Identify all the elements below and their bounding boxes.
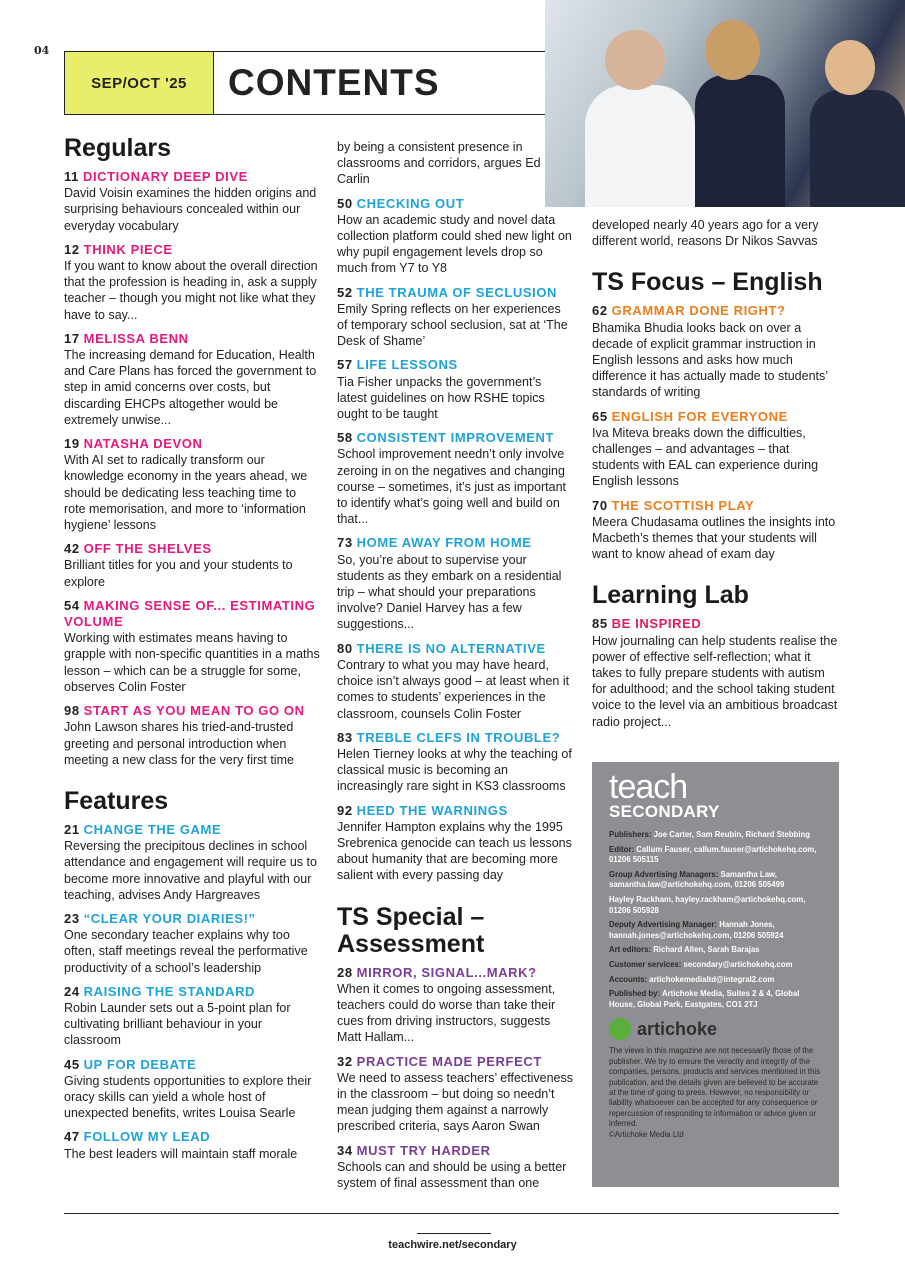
contents-entry[interactable] [337,1054,573,1135]
contents-entry[interactable] [337,803,573,884]
entry-title: MIRROR, SIGNAL...MARK? [356,964,537,980]
contents-entry[interactable] [64,242,320,323]
page-ref: 47 [64,1129,80,1145]
credit-line [609,989,822,1010]
disclaimer: The views in this magazine are not necessarily those of the publisher. We try to ensure the veracity and integrity of the companies, persons, products and services mentioned in this publication, and the details given are believed to be accurate at the time of going to press. However, no responsibility or liability whatsoever can be accepted for any consequence or repercussion of responding to information or advice given or inferred. [609,1046,821,1129]
entry-description: Schools can and should be using a better system of final assessment than one [337,1159,567,1190]
entry-title: FOLLOW MY LEAD [83,1129,211,1145]
page-ref: 83 [337,729,353,745]
entry-description: Giving students opportunities to explore their oracy skills can yield a whole host of unexpected benefits, writes Louisa Searle [64,1073,312,1121]
contents-entry[interactable] [64,598,320,695]
footer-url[interactable]: teachwire.net/secondary [388,1239,517,1251]
entry-heading [64,703,320,719]
contents-header [64,51,624,115]
entry-heading [592,303,838,319]
page-ref: 42 [64,541,80,557]
contents-entry[interactable] [64,822,320,903]
entry-description: How journaling can help students realise the power of effective self-reflection; what it takes to fully prepare students with autism for adulthood; and the school taking student voice to the level via an ambitious broadcast radio project... [592,633,838,729]
entry-heading [64,1057,320,1073]
page-ref: 98 [64,703,80,719]
credit-line [609,895,822,916]
entry-title: OFF THE SHELVES [83,541,212,557]
credit-value: artichokemedialtd@integral2.com [649,974,775,984]
credit-value: Joe Carter, Sam Reubin, Richard Stebbing [653,830,811,839]
column-1 [64,135,320,1170]
entry-description: Jennifer Hampton explains why the 1995 Srebrenica genocide can teach us lessons about humanity that are becoming more salient with every passing day [337,819,572,883]
entry-title: LIFE LESSONS [356,357,458,373]
contents-entry[interactable] [337,1143,573,1192]
contents-entry[interactable] [337,965,573,1046]
entry-title: ENGLISH FOR EVERYONE [611,408,788,424]
entry-heading [64,436,320,452]
credit-value: secondary@artichokehq.com [683,959,793,969]
credit-line [609,920,822,941]
contents-entry[interactable] [64,1057,320,1122]
contents-entry[interactable] [64,541,320,590]
contents-entry[interactable] [337,430,573,527]
entry-heading [64,1129,320,1145]
page-ref: 58 [337,430,353,446]
entry-heading [337,641,573,657]
credit-line [609,960,822,971]
entry-description: How an academic study and novel data collection platform could shed new light on why pupil engagement levels drop so much from Y7 to Y8 [337,212,572,276]
entry-title: THE SCOTTISH PLAY [611,497,755,513]
entry-title: PRACTICE MADE PERFECT [356,1053,542,1069]
entry-heading [592,616,838,632]
credit-label: Art editors: [609,945,652,955]
contents-entry[interactable] [592,616,838,729]
contents-entry[interactable] [337,535,573,632]
entry-description: Reversing the precipitous declines in school attendance and engagement will require us to become more innovative and playful with our teaching, advises Andy Hargreaves [64,839,317,902]
secondary-logo: SECONDARY [609,802,720,821]
credit-value: Hayley Rackham, hayley.rackham@artichokehq.com, 01206 505928 [609,894,806,915]
entry-title: MAKING SENSE OF... ESTIMATING VOLUME [64,597,316,630]
credit-label: Customer services: [609,959,682,969]
entry-description: Contrary to what you may have heard, choice isn’t always good – at least when it comes to students’ experiences in the classroom, counsels Colin Foster [337,657,570,721]
entry-description: If you want to know about the overall direction that the profession is heading in, ask a supply teacher – though you might not like what they have to say... [64,259,318,322]
entry-title: THERE IS NO ALTERNATIVE [356,640,546,656]
artichoke-logo: artichoke [609,1018,822,1040]
contents-entry[interactable] [64,984,320,1049]
credit-value: Artichoke Media, Suites 2 & 4, Global House, Global Park, Eastgates, CO1 2TJ [609,989,800,1009]
page-ref: 19 [64,436,80,452]
entry-description: Brilliant titles for you and your students to explore [64,558,293,589]
page-ref: 32 [337,1053,353,1069]
entry-title: CONSISTENT IMPROVEMENT [356,430,555,446]
article-description-continued: developed nearly 40 years ago for a very different world, reasons Dr Nikos Savvas [592,218,819,249]
copyright: ©Artichoke Media Ltd [609,1129,684,1139]
contents-entry[interactable] [592,303,838,400]
credit-line [609,870,822,891]
entry-heading [337,196,573,212]
entry-heading [592,498,838,514]
entry-heading [592,409,838,425]
entry-description: When it comes to ongoing assessment, teachers could do worse than take their cues from driving instructors, suggests Matt Hallam... [337,981,556,1045]
page-ref: 34 [337,1142,353,1158]
entry-description: The increasing demand for Education, Health and Care Plans has forced the government to step in amid concerns over costs, but discarding EHCPs altogether would be extremely unwise... [64,348,317,427]
credit-label: Accounts: [609,974,648,984]
entry-heading [337,1054,573,1070]
entry-title: CHECKING OUT [356,195,465,211]
page-ref: 23 [64,910,80,926]
section-heading: TS Special – Assessment [337,902,485,958]
credit-label: Deputy Advertising Manager: [609,920,718,930]
entry-description: Working with estimates means having to grapple with non-specific quantities in a maths lesson – which can be a struggle for some, observes Colin Foster [64,631,320,694]
page-ref: 65 [592,408,608,424]
page-ref: 57 [337,357,353,373]
entry-title: UP FOR DEBATE [83,1056,197,1072]
column-3 [592,217,838,738]
entry-heading [64,242,320,258]
credit-value: Samantha Law, samantha.law@artichokehq.com, 01206 505499 [609,869,785,890]
entry-title: THINK PIECE [83,241,173,257]
page-ref: 92 [337,802,353,818]
contents-entry[interactable] [64,1129,320,1161]
entry-description: Meera Chudasama outlines the insights into Macbeth’s themes that your students will want to know ahead of exam day [592,514,836,562]
page-ref: 85 [592,616,608,632]
footer-rule [64,1213,839,1214]
entry-description: Robin Launder sets out a 5-point plan for cultivating brilliant behaviour in your classroom [64,1000,291,1048]
contents-entry[interactable] [64,911,320,976]
cover-photo [545,0,905,207]
section-heading: Features [64,786,169,815]
entry-heading [337,430,573,446]
entry-description: Emily Spring reflects on her experiences of temporary school seclusion, sat at ‘The Desk of Shame’ [337,301,568,349]
credit-label: Published by: [609,989,661,999]
issue-date: SEP/OCT '25 [65,52,214,114]
entry-heading [337,965,573,981]
entry-title: START AS YOU MEAN TO GO ON [83,703,305,719]
credit-label: Group Advertising Managers: [609,869,719,879]
entry-title: CHANGE THE GAME [83,821,222,837]
article-description-continued: by being a consistent presence in classrooms and corridors, argues Ed Carlin [337,140,541,187]
page-ref: 12 [64,241,80,257]
entry-description: John Lawson shares his tried-and-trusted greeting and personal introduction when meeting a new class for the very first time [64,720,294,767]
section-heading: Regulars [64,134,171,162]
entry-heading [64,598,320,630]
page-ref: 52 [337,284,353,300]
teach-logo: teach [609,768,688,806]
credit-line [609,830,822,841]
entry-description: With AI set to radically transform our knowledge economy in the years ahead, we should be dedicating less teaching time to rote memorisation, and more to ‘information hygiene’ lessons [64,453,308,533]
entry-description: The best leaders will maintain staff morale [64,1146,298,1161]
entry-heading [337,730,573,746]
contents-entry[interactable] [64,169,320,234]
entry-title: MUST TRY HARDER [356,1142,491,1158]
contents-entry[interactable] [64,436,320,533]
entry-title: “CLEAR YOUR DIARIES!” [83,910,256,926]
entry-description: School improvement needn’t only involve zeroing in on the negatives and changing course – sometimes, it’s just as important to identify what’s going well and build on that... [337,447,567,527]
page-ref: 62 [592,303,608,319]
contents-entry[interactable] [592,498,838,563]
page-ref: 70 [592,497,608,513]
credit-value: Richard Allen, Sarah Barajas [653,945,760,955]
page-ref: 54 [64,597,80,613]
entry-description: Helen Tierney looks at why the teaching of classical music is becoming an increasingly rare sight in KS3 classrooms [337,746,572,794]
footer-tick [417,1233,491,1234]
page-ref: 80 [337,640,353,656]
entry-heading [64,169,320,185]
contents-entry[interactable] [337,641,573,722]
credit-label: Editor: [609,844,635,854]
entry-description: David Voisin examines the hidden origins and surprising behaviours concealed within our everyday vocabulary [64,186,317,233]
entry-heading [64,541,320,557]
credit-value: Hannah Jones, hannah.jones@artichokehq.com, 01206 505924 [609,920,784,940]
entry-heading [337,535,573,551]
page-title: CONTENTS [228,62,440,103]
page-ref: 24 [64,983,80,999]
entry-description: We need to assess teachers’ effectiveness in the classroom – but doing so needn’t mean judging them against a narrowly prescribed criteria, says Aaron Swan [337,1070,574,1134]
entry-title: MELISSA BENN [83,330,189,346]
entry-description: Bhamika Bhudia looks back on over a decade of explicit grammar instruction in English lessons and asks how much difference it has actually made to students’ standards of writing [592,320,828,400]
entry-title: HOME AWAY FROM HOME [356,535,532,551]
entry-description: One secondary teacher explains why too often, staff meetings reveal the performative productivity of a school’s leadership [64,928,308,975]
credit-value: Callum Fauser, callum.fauser@artichokehq.com, 01206 505115 [609,844,817,865]
page-ref: 11 [64,169,79,184]
credit-label: Publishers: [609,830,652,839]
entry-title: THE TRAUMA OF SECLUSION [356,284,558,300]
page-ref: 73 [337,535,353,551]
page-ref: 50 [337,195,353,211]
contents-entry[interactable] [64,703,320,768]
page-ref: 28 [337,964,353,980]
masthead-box [592,762,839,1187]
section-heading: TS Focus – English [592,268,823,297]
contents-entry[interactable] [337,285,573,350]
credit-line [609,945,822,956]
credit-line [609,975,822,986]
page-ref: 17 [64,330,80,346]
entry-title: TREBLE CLEFS IN TROUBLE? [356,729,561,745]
entry-heading [337,803,573,819]
entry-heading [337,285,573,301]
contents-entry[interactable] [337,196,573,277]
entry-title: DICTIONARY DEEP DIVE [82,169,248,184]
contents-entry[interactable] [592,409,838,490]
entry-heading [337,357,573,373]
page-ref: 21 [64,821,80,837]
contents-entry[interactable] [64,331,320,428]
page-number: 04 [34,44,50,57]
entry-description: Tia Fisher unpacks the government’s latest guidelines on how RSHE topics ought to be taught [337,374,545,422]
entry-description: Iva Miteva breaks down the difficulties, challenges – and advantages – that students with EAL can experience during English lessons [592,425,819,489]
credit-line [609,845,822,866]
entry-title: NATASHA DEVON [83,436,203,452]
contents-entry[interactable] [337,730,573,795]
entry-title: RAISING THE STANDARD [83,983,256,999]
entry-heading [64,822,320,838]
entry-title: GRAMMAR DONE RIGHT? [611,303,786,319]
column-2 [337,139,573,1199]
entry-heading [64,911,320,927]
entry-description: So, you’re about to supervise your students as they embark on a residential trip – what should your preparations involve? Daniel Harvey has a few suggestions... [337,552,562,632]
section-heading: Learning Lab [592,581,749,610]
entry-heading [64,331,320,347]
entry-heading [337,1143,573,1159]
entry-title: HEED THE WARNINGS [356,802,508,818]
entry-heading [64,984,320,1000]
page-ref: 45 [64,1056,80,1072]
entry-title: BE INSPIRED [611,616,702,632]
artichoke-icon [609,1018,631,1040]
contents-entry[interactable] [337,357,573,422]
